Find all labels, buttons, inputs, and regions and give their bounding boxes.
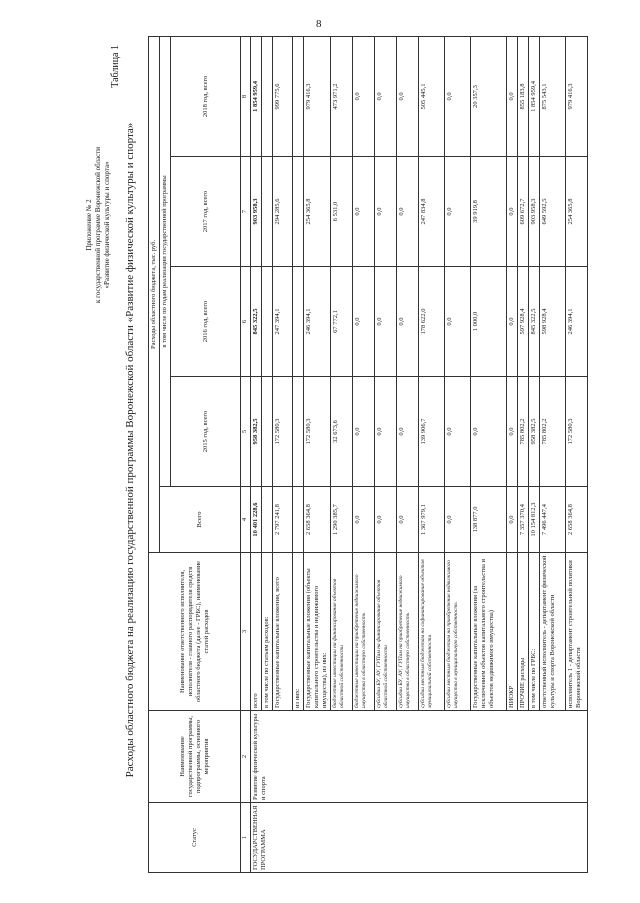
- header-year-2018: 2018 год, всего: [171, 36, 241, 156]
- amount-cell: 0,0: [353, 36, 375, 156]
- amount-cell: 845 322,5: [529, 267, 540, 377]
- column-number: 2: [241, 711, 251, 803]
- header-by-year: в том числе по годам реализации государственной программы: [160, 36, 171, 486]
- amount-cell: 172 580,3: [304, 377, 331, 487]
- amount-cell: 7 357 370,4: [518, 487, 529, 553]
- amount-cell: 598 928,4: [540, 267, 566, 377]
- amount-cell: 1 290 385,7: [331, 487, 353, 553]
- column-number: 6: [241, 267, 251, 377]
- amount-cell: 0,0: [445, 487, 471, 553]
- amount-cell: 903 958,3: [251, 157, 262, 267]
- amount-cell: [262, 487, 273, 553]
- header-program-name: Наименование государственной программы, подпрограммы, основного мероприятия: [149, 711, 241, 803]
- amount-cell: 0,0: [471, 377, 507, 487]
- amount-cell: 247 834,8: [419, 157, 445, 267]
- amount-cell: 0,0: [375, 267, 397, 377]
- column-number-row: [241, 36, 251, 872]
- expense-item-label: субсидии БУ, АУ, ГУПам на финансирование объектов областной собственности: [375, 553, 397, 711]
- expense-item-label: бюджетные инвестиции на приобретение недвижимого имущества в областную собственность: [353, 553, 375, 711]
- expense-item-label: НИОКР: [507, 553, 518, 711]
- amount-cell: 10 154 812,3: [529, 487, 540, 553]
- amount-cell: 0,0: [353, 267, 375, 377]
- amount-cell: 7 496 447,4: [540, 487, 566, 553]
- amount-cell: 0,0: [375, 36, 397, 156]
- amount-cell: 0,0: [397, 487, 419, 553]
- amount-cell: 903 958,3: [529, 157, 540, 267]
- amount-cell: 0,0: [353, 487, 375, 553]
- amount-cell: 0,0: [353, 157, 375, 267]
- amount-cell: 609 672,7: [518, 157, 529, 267]
- expense-item-label: исполнитель 1 - департамент строительной политики Воронежской области: [566, 553, 588, 711]
- appendix-note: [85, 55, 112, 395]
- amount-cell: 0,0: [397, 377, 419, 487]
- header-total: Всего: [160, 487, 241, 553]
- amount-cell: 0,0: [507, 487, 518, 553]
- header-year-2015: 2015 год, всего: [171, 377, 241, 487]
- amount-cell: 0,0: [507, 267, 518, 377]
- amount-cell: [262, 377, 273, 487]
- expense-item-label: бюджетные инвестиции на финансирование объектов областной собственности: [331, 553, 353, 711]
- amount-cell: 2 658 364,8: [566, 487, 588, 553]
- expense-item-label: субсидии местным бюджетам на софинансирование объектов муниципальной собственности: [419, 553, 445, 711]
- amount-cell: 246 394,1: [566, 267, 588, 377]
- amount-cell: 2 797 241,8: [273, 487, 293, 553]
- expense-item-label: в том числе по ГРБС:: [529, 553, 540, 711]
- amount-cell: [293, 36, 304, 156]
- column-number: 4: [241, 487, 251, 553]
- amount-cell: [262, 157, 273, 267]
- amount-cell: 0,0: [445, 157, 471, 267]
- column-number: 5: [241, 377, 251, 487]
- amount-cell: 0,0: [353, 377, 375, 487]
- table-row: [251, 36, 262, 872]
- program-cell: Развитие физической культуры и спорта: [251, 711, 588, 803]
- amount-cell: 958 382,5: [529, 377, 540, 487]
- amount-cell: [262, 36, 273, 156]
- expense-item-label: из них:: [293, 553, 304, 711]
- expense-item-label: Государственные капитальные вложения (объекты капитального строительства и недвижимого имущества), из них:: [304, 553, 331, 711]
- amount-cell: 294 285,6: [273, 157, 293, 267]
- header-expenses-group: Расходы областного бюджета, тыс. руб.: [149, 36, 160, 552]
- amount-cell: [293, 157, 304, 267]
- amount-cell: 2 658 364,8: [304, 487, 331, 553]
- amount-cell: 875 543,1: [540, 36, 566, 156]
- amount-cell: 139 906,7: [419, 377, 445, 487]
- expense-item-label: ответственный исполнитель - департамент физической культуры и спорта Воронежской области: [540, 553, 566, 711]
- appendix-line: «Развитие физической культуры и спорта»: [103, 161, 111, 289]
- amount-cell: 0,0: [445, 377, 471, 487]
- amount-cell: 999 775,6: [273, 36, 293, 156]
- amount-cell: 0,0: [375, 377, 397, 487]
- header-year-2016: 2016 год, всего: [171, 267, 241, 377]
- table-number: Таблица 1: [110, 45, 121, 88]
- amount-cell: 505 445,1: [419, 36, 445, 156]
- amount-cell: 0,0: [445, 36, 471, 156]
- rotated-page: [20, 15, 620, 885]
- amount-cell: 979 416,3: [304, 36, 331, 156]
- appendix-line: к государственной программе Воронежской области: [94, 147, 102, 304]
- amount-cell: 0,0: [397, 36, 419, 156]
- amount-cell: 254 365,8: [566, 157, 588, 267]
- column-number: 8: [241, 36, 251, 156]
- budget-table: [148, 36, 588, 873]
- amount-cell: 67 772,1: [331, 267, 353, 377]
- header-year-2017: 2017 год, всего: [171, 157, 241, 267]
- amount-cell: 1 854 959,4: [251, 36, 262, 156]
- column-number: 3: [241, 553, 251, 711]
- column-number: 1: [241, 803, 251, 873]
- amount-cell: 32 673,6: [331, 377, 353, 487]
- column-number: 7: [241, 157, 251, 267]
- header-executor: Наименование ответственного исполнителя, исполнителя - главного распорядителя средств областного бюджета (далее - ГРБС), наименование статей расходов: [149, 553, 241, 711]
- amount-cell: 0,0: [507, 157, 518, 267]
- amount-cell: 0,0: [375, 157, 397, 267]
- amount-cell: 0,0: [397, 267, 419, 377]
- amount-cell: 1 854 959,4: [529, 36, 540, 156]
- amount-cell: 0,0: [445, 267, 471, 377]
- amount-cell: 246 394,1: [304, 267, 331, 377]
- amount-cell: 979 416,3: [566, 36, 588, 156]
- amount-cell: 1 000,0: [471, 267, 507, 377]
- amount-cell: 0,0: [507, 377, 518, 487]
- amount-cell: 855 183,8: [518, 36, 529, 156]
- amount-cell: [262, 267, 273, 377]
- amount-cell: [293, 267, 304, 377]
- expense-item-label: всего: [251, 553, 262, 711]
- amount-cell: 10 401 228,6: [251, 487, 262, 553]
- appendix-line: Приложение № 2: [85, 199, 93, 251]
- budget-table-body: [251, 36, 588, 872]
- amount-cell: 247 394,1: [273, 267, 293, 377]
- expense-item-label: субсидии БУ, АУ, ГУПам на приобретение недвижимого имущества в областную собственность: [397, 553, 419, 711]
- header-status: Статус: [149, 803, 241, 873]
- amount-cell: 178 622,0: [419, 267, 445, 377]
- amount-cell: 6 531,0: [331, 157, 353, 267]
- status-cell: ГОСУДАРСТВЕННАЯ ПРОГРАММА: [251, 803, 588, 873]
- amount-cell: 254 365,8: [304, 157, 331, 267]
- amount-cell: 785 802,2: [540, 377, 566, 487]
- amount-cell: 0,0: [375, 487, 397, 553]
- expense-item-label: Государственные капитальные вложения, всего: [273, 553, 293, 711]
- amount-cell: 20 357,3: [471, 36, 507, 156]
- page-number: 8: [316, 18, 322, 30]
- amount-cell: [293, 487, 304, 553]
- document-title: Расходы областного бюджета на реализацию государственной программы Воронежской области «Развитие физической культуры и спорта»: [124, 122, 136, 778]
- expense-item-label: в том числе по статьям расходов:: [262, 553, 273, 711]
- amount-cell: 39 919,8: [471, 157, 507, 267]
- amount-cell: 172 580,3: [273, 377, 293, 487]
- amount-cell: 0,0: [507, 36, 518, 156]
- amount-cell: 958 382,5: [251, 377, 262, 487]
- amount-cell: 0,0: [397, 157, 419, 267]
- amount-cell: 473 971,2: [331, 36, 353, 156]
- expense-item-label: Государственные капитальные вложения (за исключением объектов капитального строительства и объектов недвижимого имущества): [471, 553, 507, 711]
- amount-cell: 1 367 979,1: [419, 487, 445, 553]
- amount-cell: 172 580,3: [566, 377, 588, 487]
- amount-cell: 597 928,4: [518, 267, 529, 377]
- expense-item-label: ПРОЧИЕ расходы: [518, 553, 529, 711]
- amount-cell: 845 322,5: [251, 267, 262, 377]
- amount-cell: 785 802,2: [518, 377, 529, 487]
- amount-cell: [293, 377, 304, 487]
- amount-cell: 138 877,0: [471, 487, 507, 553]
- amount-cell: 649 592,5: [540, 157, 566, 267]
- expense-item-label: субсидии местным бюджетам на приобретение недвижимого имущества в муниципальную собственность: [445, 553, 471, 711]
